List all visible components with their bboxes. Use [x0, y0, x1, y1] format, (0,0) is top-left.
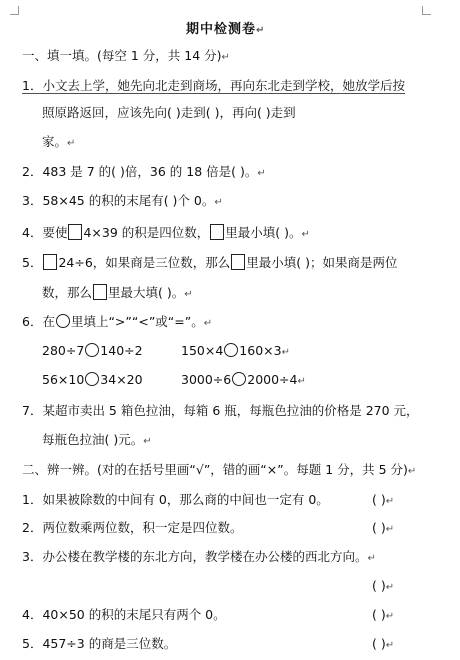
answer-paren: ( )	[372, 492, 386, 507]
q6-text: 里填上“>”“<”或“=”。	[70, 314, 204, 329]
answer-paren: ( )	[372, 520, 386, 535]
paragraph-mark: ↵	[407, 466, 417, 477]
paragraph-mark: ↵	[143, 436, 152, 447]
answer-paren: ( )	[372, 636, 386, 651]
paragraph-mark: ↵	[367, 553, 376, 564]
q4-suffix: 里最小填( )。	[225, 225, 302, 240]
q6-item-1	[42, 343, 143, 359]
paragraph-mark: ↵	[385, 582, 395, 593]
answer-circle	[56, 314, 70, 328]
q5-line1	[22, 254, 398, 271]
judge-text: 4．40×50 的积的末尾只有两个 0。	[22, 607, 226, 622]
answer-box	[93, 284, 107, 300]
paragraph-mark: ↵	[203, 318, 213, 329]
expr-left: 56×10	[42, 372, 85, 387]
q5-line2	[42, 284, 193, 303]
answer-box	[68, 224, 82, 240]
q3-text: 3．58×45 的积的末尾有( )个 0。	[22, 193, 215, 208]
judge-paren-3	[372, 578, 394, 596]
q7-line1	[22, 403, 419, 419]
q5-text-3: 数，那么	[42, 285, 93, 300]
judge-item-3	[22, 549, 376, 567]
paragraph-mark: ↵	[281, 347, 290, 358]
judge-paren-1	[372, 492, 394, 510]
q7-text-2: 每瓶色拉油( )元。	[42, 432, 144, 447]
q3	[22, 193, 223, 211]
q1-text-2: 照原路返回，应该先向( )走到( )，再向( )走到	[42, 105, 296, 120]
q6-prefix: 6．在	[22, 314, 55, 329]
paragraph-mark: ↵	[257, 168, 266, 179]
section1-heading	[22, 48, 230, 66]
q4	[22, 224, 310, 243]
compare-circle	[224, 343, 238, 357]
paragraph-mark: ↵	[67, 138, 76, 149]
q1-line3	[42, 134, 75, 152]
corner-mark-top-right	[422, 6, 431, 15]
q6-item-3	[42, 372, 143, 388]
judge-item-5	[22, 636, 176, 652]
expr-left: 3000÷6	[181, 372, 232, 387]
page-title	[186, 22, 265, 39]
paragraph-mark: ↵	[385, 640, 395, 651]
q4-mid: 4×39 的积是四位数，	[83, 225, 210, 240]
expr-right: 34×20	[100, 372, 143, 387]
paragraph-mark: ↵	[221, 52, 230, 63]
expr-left: 280÷7	[42, 343, 85, 358]
answer-paren: ( )	[372, 578, 386, 593]
paragraph-mark: ↵	[385, 524, 395, 535]
compare-circle	[85, 372, 99, 386]
answer-box	[43, 254, 57, 270]
q1-line1	[22, 78, 405, 94]
q2	[22, 164, 266, 182]
q6	[22, 314, 212, 332]
compare-circle	[232, 372, 246, 386]
q5-text-4: 里最大填( )。	[108, 285, 185, 300]
q2-text: 2．483 是 7 的( )倍，36 的 18 倍是( )。	[22, 164, 258, 179]
expr-right: 2000÷4	[247, 372, 298, 387]
judge-paren-5	[372, 636, 394, 654]
corner-mark-top-left	[10, 6, 19, 15]
expr-left: 150×4	[181, 343, 224, 358]
paragraph-mark: ↵	[214, 197, 223, 208]
section2-heading	[22, 462, 416, 480]
judge-paren-4	[372, 607, 394, 625]
paragraph-mark: ↵	[385, 496, 395, 507]
judge-text: 2．两位数乘两位数，积一定是四位数。	[22, 520, 243, 535]
q4-prefix: 4．要使	[22, 225, 68, 240]
q1-line2	[42, 105, 296, 121]
q1-text: 1．小文去上学，她先向北走到商场，再向东北走到学校，她放学后按	[22, 78, 405, 93]
q1-text-3: 家。	[42, 134, 68, 149]
q6-item-2	[181, 343, 290, 361]
judge-item-4	[22, 607, 226, 623]
q7-line2	[42, 432, 152, 450]
section2-heading-text: 二、辨一辨。(对的在括号里画“√”，错的画“×”。每题 1 分，共 5 分)	[22, 462, 408, 477]
title-text: 期中检测卷	[186, 22, 257, 37]
q5-text-2: 里最小填( )；如果商是两位	[246, 255, 398, 270]
judge-text: 1．如果被除数的中间有 0，那么商的中间也一定有 0。	[22, 492, 329, 507]
judge-item-1	[22, 492, 329, 508]
q5-number: 5．	[22, 255, 43, 270]
expr-right: 140÷2	[100, 343, 143, 358]
judge-text: 3．办公楼在教学楼的东北方向，教学楼在办公楼的西北方向。	[22, 549, 368, 564]
q7-text: 7．某超市卖出 5 箱色拉油，每箱 6 瓶，每瓶色拉油的价格是 270 元，	[22, 403, 419, 418]
paragraph-mark: ↵	[297, 376, 306, 387]
compare-circle	[85, 343, 99, 357]
q6-item-4	[181, 372, 306, 390]
section1-heading-text: 一、填一填。(每空 1 分，共 14 分)	[22, 48, 222, 63]
answer-box	[210, 224, 224, 240]
paragraph-mark: ↵	[184, 289, 193, 300]
judge-item-2	[22, 520, 242, 536]
judge-paren-2	[372, 520, 394, 538]
paragraph-mark: ↵	[301, 229, 310, 240]
paragraph-mark: ↵	[256, 25, 266, 36]
answer-box	[231, 254, 245, 270]
paragraph-mark: ↵	[385, 611, 395, 622]
expr-right: 160×3	[239, 343, 282, 358]
answer-paren: ( )	[372, 607, 386, 622]
q5-text: 24÷6，如果商是三位数，那么	[58, 255, 231, 270]
judge-text: 5．457÷3 的商是三位数。	[22, 636, 177, 651]
